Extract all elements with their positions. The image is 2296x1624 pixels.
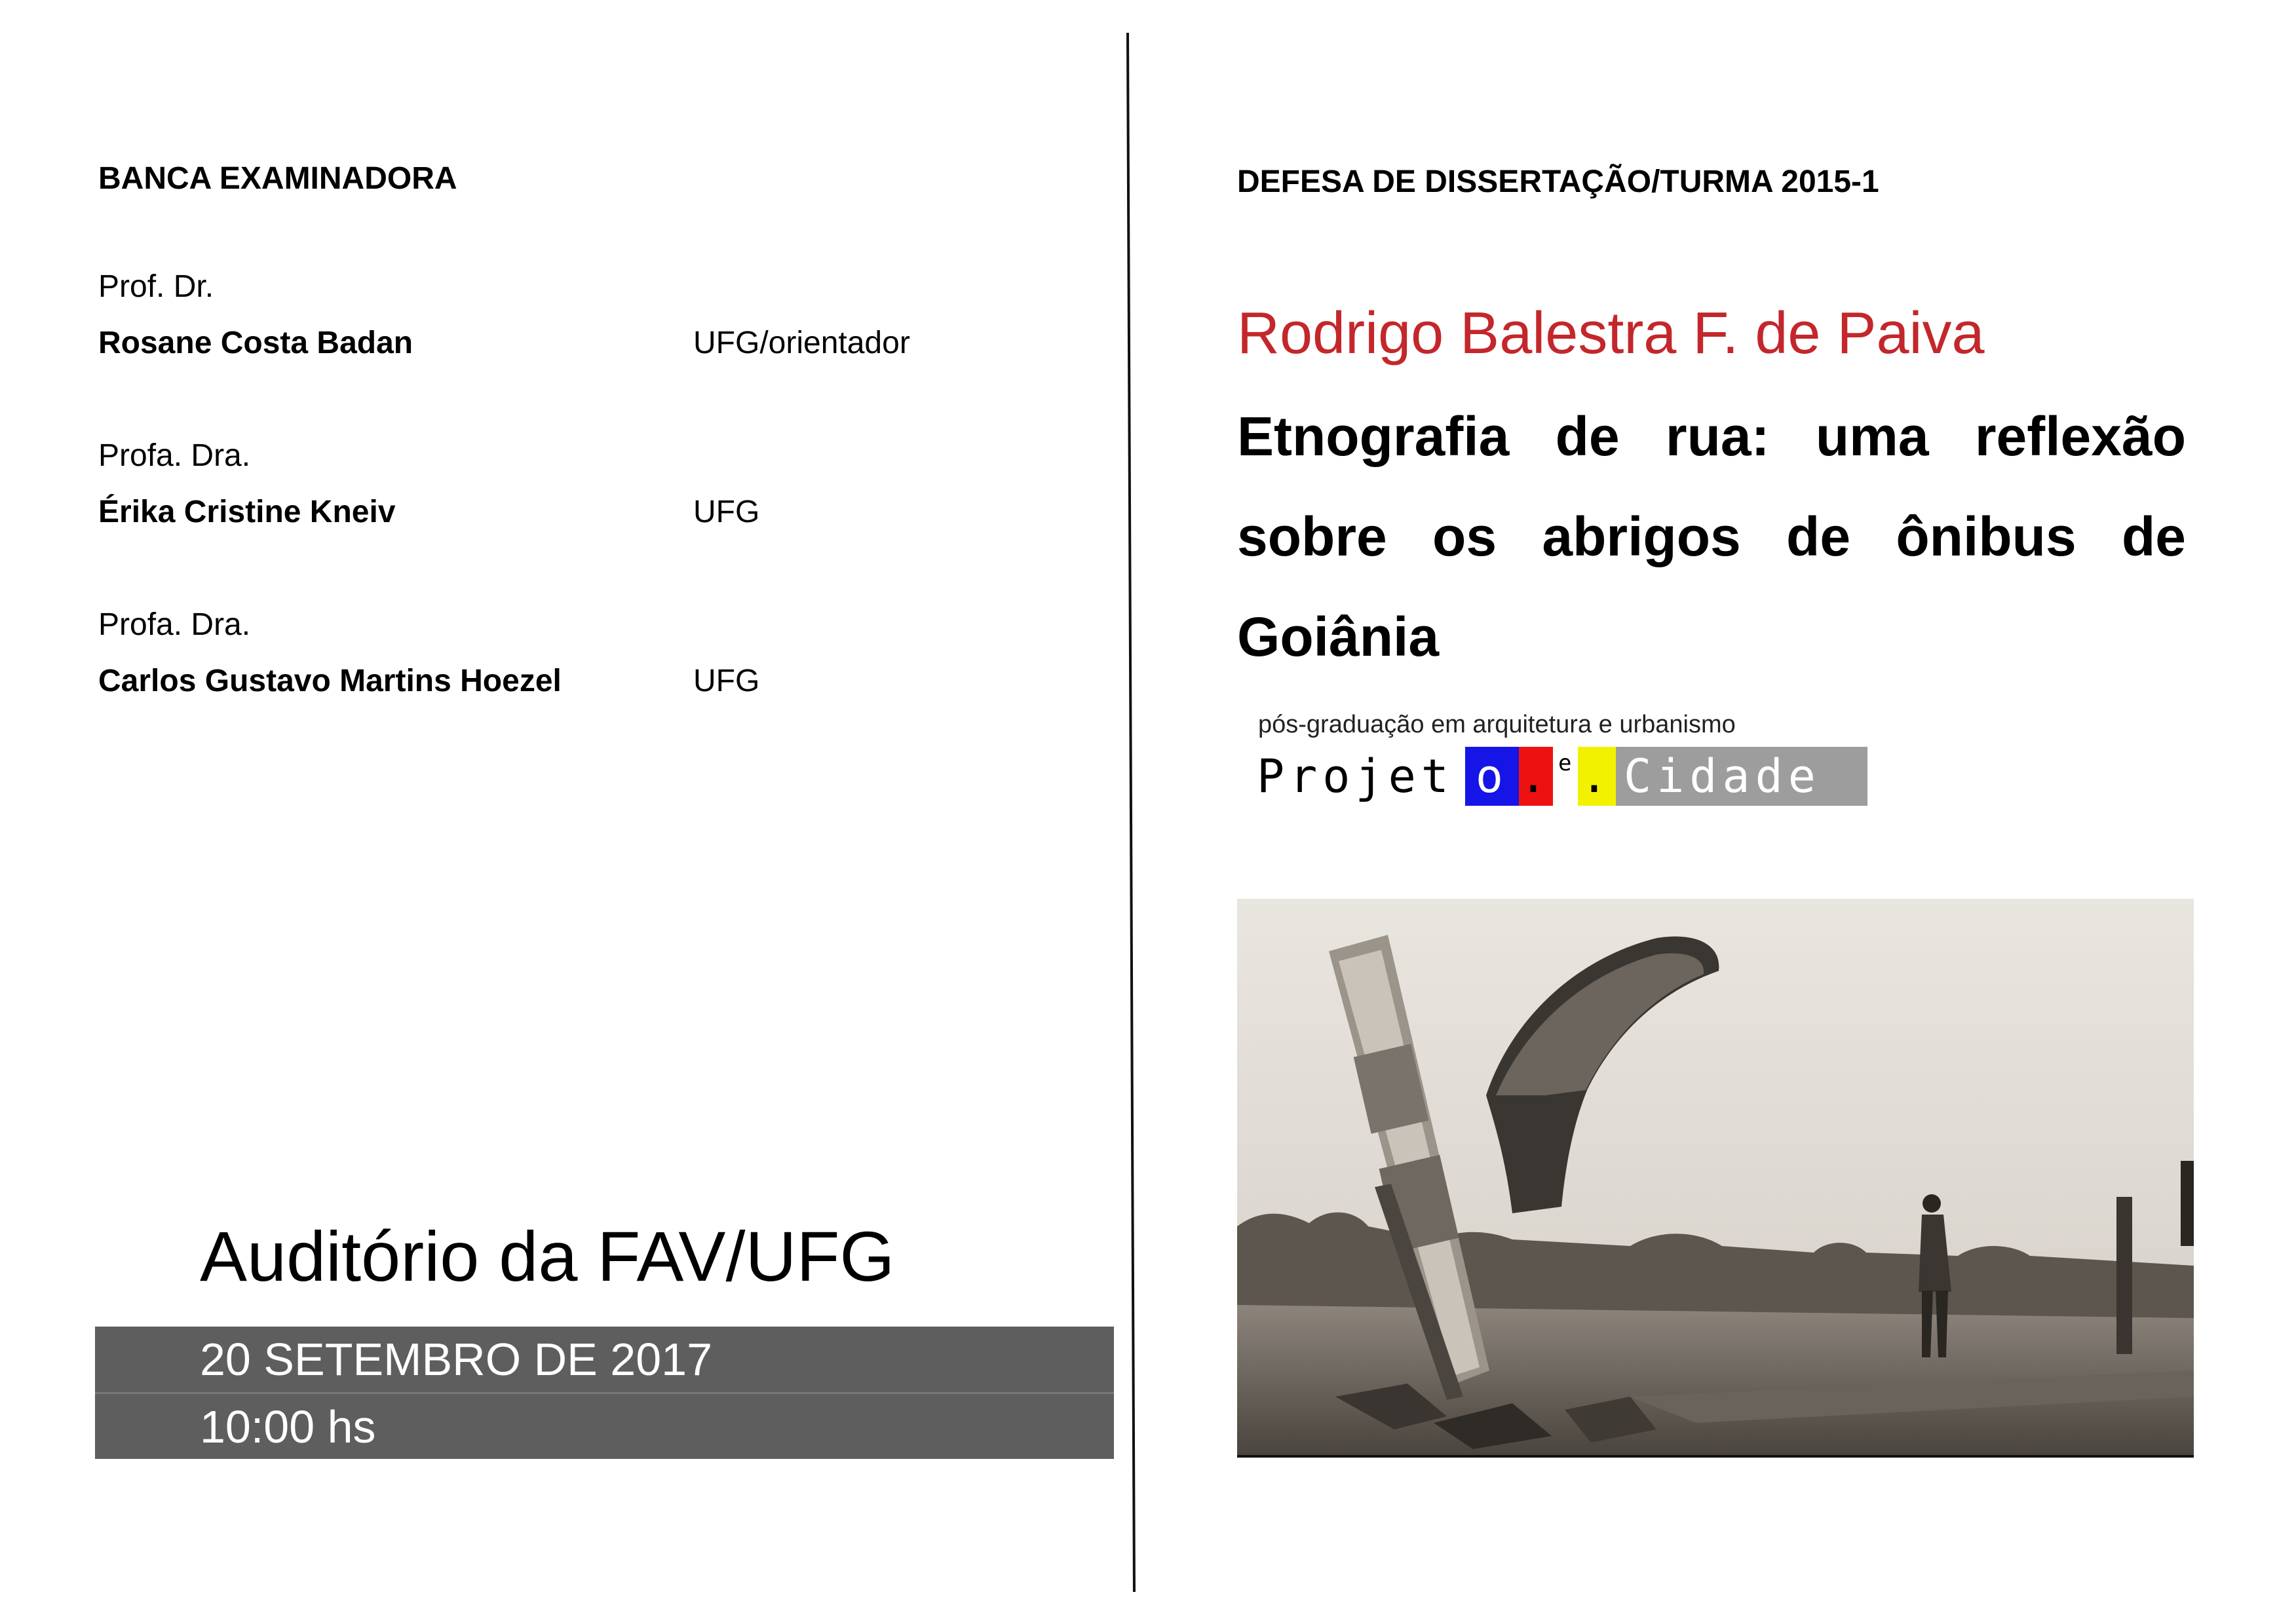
member-institution: UFG (693, 495, 760, 529)
member-name: Carlos Gustavo Martins Hoezel (98, 664, 562, 698)
program-caption: pós-graduação em arquitetura e urbanismo (1258, 711, 1736, 738)
logo-small-e: e (1558, 750, 1577, 776)
author-name: Rodrigo Balestra F. de Paiva (1237, 301, 1985, 366)
committee-member (98, 269, 1016, 438)
logo-word-projet: Projet (1257, 749, 1454, 803)
date-band (95, 1327, 1114, 1459)
member-name: Érika Cristine Kneiv (98, 495, 396, 529)
member-name: Rosane Costa Badan (98, 326, 413, 360)
logo-blue-block: o (1465, 747, 1519, 806)
member-institution: UFG (693, 664, 760, 698)
member-title: Profa. Dra. (98, 438, 251, 473)
member-institution: UFG/orientador (693, 326, 910, 360)
event-date: 20 SETEMBRO DE 2017 (200, 1334, 712, 1385)
photo-bottom-rule (1237, 1455, 2194, 1458)
time-row (95, 1394, 1114, 1460)
thesis-title: Etnografia de rua: uma reflexão sobre os abrigos de ônibus de Goiânia (1237, 406, 2186, 668)
logo-yellow-block: . (1578, 747, 1616, 806)
defense-heading: DEFESA DE DISSERTAÇÃO/TURMA 2015-1 (1237, 164, 1879, 199)
committee-member (98, 607, 1016, 776)
committee-list (98, 269, 1016, 776)
committee-member (98, 438, 1016, 607)
logo-word-cidade: Cidade (1616, 747, 1867, 806)
date-row (95, 1327, 1114, 1394)
member-title: Prof. Dr. (98, 269, 214, 304)
member-title: Profa. Dra. (98, 607, 251, 642)
venue: Auditório da FAV/UFG (200, 1217, 895, 1296)
bus-shelter-photo (1237, 899, 2194, 1456)
event-time: 10:00 hs (200, 1401, 376, 1452)
logo-red-block: . (1519, 747, 1553, 806)
committee-heading: BANCA EXAMINADORA (98, 161, 457, 196)
center-divider (1126, 33, 1136, 1592)
